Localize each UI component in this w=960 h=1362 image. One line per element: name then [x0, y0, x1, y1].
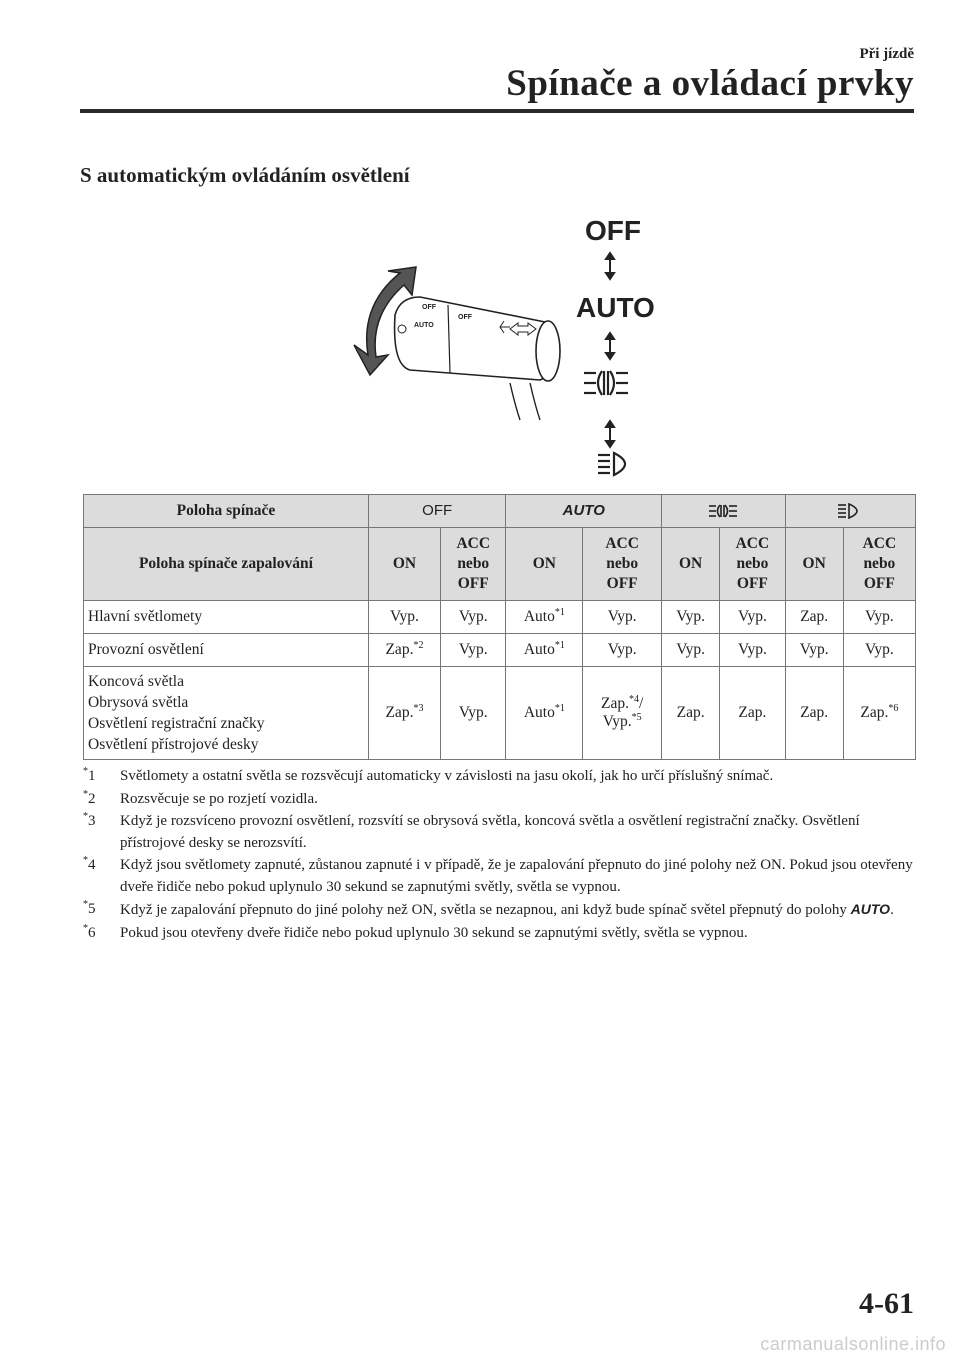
- cell: Vyp.: [441, 667, 506, 760]
- cell: Zap.$^{*2}$: [368, 634, 440, 667]
- header-rule: [80, 109, 914, 113]
- cell: Vyp.: [441, 601, 506, 634]
- page-number: 4-61: [859, 1287, 914, 1320]
- cell: Vyp.: [843, 634, 915, 667]
- footnotes: [83, 766, 923, 945]
- row-label: Hlavní světlomety: [84, 601, 369, 634]
- cell: Zap.: [785, 601, 843, 634]
- ign-on: ON: [662, 528, 720, 601]
- stalk-auto-label: AUTO: [414, 322, 434, 329]
- auto-position-label: AUTO: [576, 292, 655, 323]
- cell: Vyp.: [662, 634, 720, 667]
- parking-lights-icon: [708, 503, 738, 519]
- footnote: *1 Světlomety a ostatní světla se rozsvěcují automaticky v závislosti na jasu okolí, jak ho určí příslušný snímač.: [83, 766, 774, 784]
- position-parking-lights: [662, 495, 786, 528]
- light-switch-illustration: [340, 205, 670, 485]
- ign-acc-off: ACC nebo OFF: [843, 528, 915, 601]
- stalk-off-label-2: OFF: [458, 314, 472, 321]
- table-row: [84, 601, 916, 634]
- cell: Vyp.: [368, 601, 440, 634]
- ign-on: ON: [785, 528, 843, 601]
- header-ignition-position: Poloha spínače zapalování: [84, 528, 369, 601]
- position-auto: AUTO: [506, 495, 662, 528]
- cell: Vyp.: [843, 601, 915, 634]
- table-row: [84, 667, 916, 760]
- cell: Vyp.: [785, 634, 843, 667]
- arrow-up-down-icon: [606, 333, 614, 359]
- cell: Vyp.: [583, 634, 662, 667]
- cell: Zap.: [662, 667, 720, 760]
- footnote: *3 Když je rozsvíceno provozní osvětlení, rozsvítí se obrysová světla, koncová světla a osvětlení registrační značky. Osvětlení přístrojové desky se nerozsvítí.: [83, 811, 860, 851]
- page-title: Spínače a ovládací prvky: [506, 63, 914, 104]
- cell: Auto$^{*1}$: [506, 667, 583, 760]
- cell: Zap.: [720, 667, 785, 760]
- chapter-label: Při jízdě: [859, 46, 914, 62]
- ign-on: ON: [506, 528, 583, 601]
- cell: Vyp.: [441, 634, 506, 667]
- cell: Vyp.: [720, 634, 785, 667]
- cell: Zap.$^{*6}$: [843, 667, 915, 760]
- header-switch-position: Poloha spínače: [84, 495, 369, 528]
- headlight-high-icon: [598, 453, 625, 475]
- cell: Auto$^{*1}$: [506, 634, 583, 667]
- ign-acc-off: ACC nebo OFF: [720, 528, 785, 601]
- ign-acc-off: ACC nebo OFF: [441, 528, 506, 601]
- ign-acc-off: ACC nebo OFF: [583, 528, 662, 601]
- cell: Vyp.: [583, 601, 662, 634]
- cell: Zap.$^{*3}$: [368, 667, 440, 760]
- stalk-off-label-1: OFF: [422, 304, 436, 311]
- cell: Zap.$^{*4}$/ Vyp.$^{*5}$: [583, 667, 662, 760]
- headlights-icon: [837, 503, 863, 519]
- position-headlights: [785, 495, 915, 528]
- cell: Auto$^{*1}$: [506, 601, 583, 634]
- row-label: Provozní osvětlení: [84, 634, 369, 667]
- table-row: [84, 634, 916, 667]
- footnote: *4 Když jsou světlomety zapnuté, zůstanou zapnuté i v případě, že je zapalování přepnuto do jiné polohy než ON. Pokud jsou otevřeny dveře řidiče nebo pokud uplynulo 30 sekund se zapnutými světly, světla se vypnou.: [83, 855, 913, 895]
- arrow-up-down-icon: [606, 253, 614, 279]
- footnote: *5 Když je zapalování přepnuto do jiné polohy než ON, světla se nezapnou, ani když bude spínač světel přepnutý do polohy AUTO.: [83, 899, 894, 918]
- row-label: Koncová světla Obrysová světla Osvětlení registrační značky Osvětlení přístrojové desky: [84, 667, 369, 760]
- section-title: S automatickým ovládáním osvětlení: [80, 163, 410, 187]
- headlight-low-icon: [584, 371, 628, 395]
- footnote: *6 Pokud jsou otevřeny dveře řidiče nebo pokud uplynulo 30 sekund se zapnutými světly, světla se vypnou.: [83, 922, 748, 941]
- arrow-up-down-icon: [606, 421, 614, 447]
- footnote: *2 Rozsvěcuje se po rozjetí vozidla.: [83, 788, 318, 807]
- auto-inline-icon: AUTO: [850, 901, 891, 917]
- cell: Vyp.: [720, 601, 785, 634]
- cell: Vyp.: [662, 601, 720, 634]
- ign-on: ON: [368, 528, 440, 601]
- off-position-label: OFF: [585, 215, 641, 246]
- cell: Zap.: [785, 667, 843, 760]
- watermark: carmanualsonline.info: [760, 1334, 946, 1354]
- position-off: OFF: [368, 495, 506, 528]
- switch-position-table: [83, 494, 916, 760]
